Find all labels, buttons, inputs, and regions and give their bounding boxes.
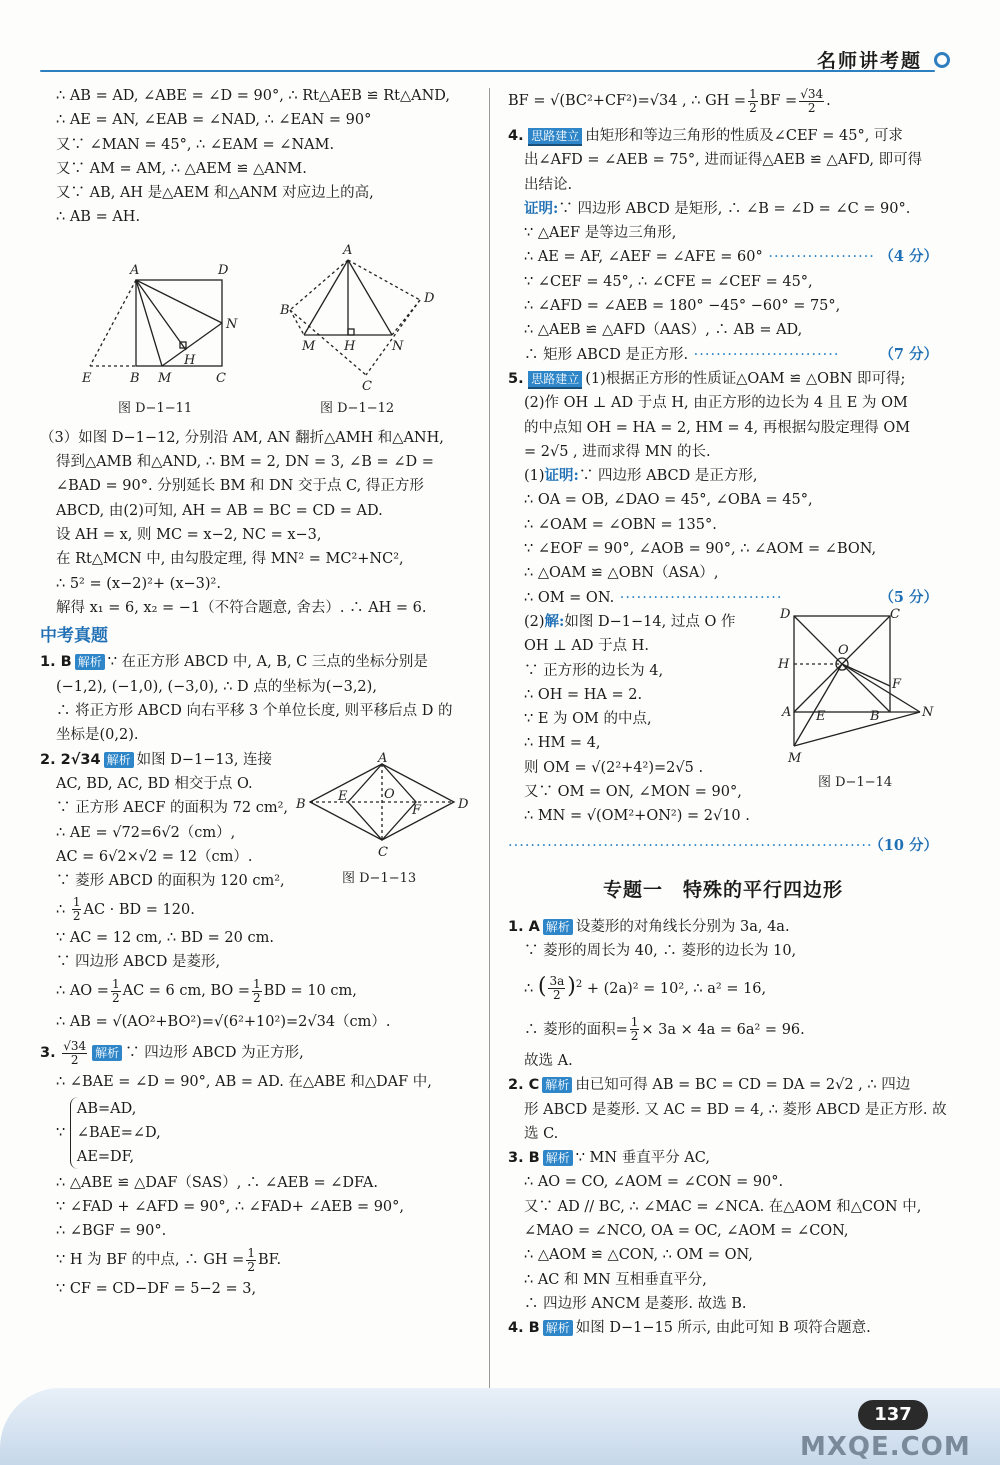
- fig-label: H: [184, 352, 196, 368]
- header-dot-icon: [934, 52, 950, 68]
- text-line: × 3a × 4a = 6a² = 96.: [641, 1021, 805, 1038]
- header-title: 名师讲考题: [816, 50, 922, 72]
- fraction-answer: $\frac{√34}{2}$: [63, 1038, 87, 1067]
- page-footer: [0, 1388, 1000, 1465]
- dot-leader: ·····························: [614, 589, 783, 606]
- fig-label: F: [412, 802, 422, 818]
- text-line: ∴ 矩形 ABCD 是正方形.: [524, 346, 689, 363]
- fraction-half: $\frac{1}{2}$: [247, 1245, 255, 1274]
- q2-block: [40, 748, 480, 894]
- text-line: ∴ △OAM ≌ △OBN（ASA）,: [524, 565, 719, 582]
- text-line: 设菱形的对角线长分别为 3a, 4a.: [575, 918, 790, 935]
- text-line: ∴ ∠OAM = ∠OBN = 135°.: [524, 516, 717, 533]
- fig-label: B: [870, 708, 880, 724]
- text-line: ∴ AB = AD, ∠ABE = ∠D = 90°, ∴ Rt△AEB ≌ Rt△AND,: [56, 88, 450, 104]
- text-line: （3）如图 D−1−12, 分别沿 AM, AN 翻折△AMH 和△ANH,: [40, 429, 444, 446]
- part-label: (1): [524, 468, 545, 485]
- text-line: (2)作 OH ⊥ AD 于点 H, 由正方形的边长为 4 且 E 为 OM: [524, 395, 908, 412]
- text-line: ∴ AB = √(AO²+BO²)=√(6²+10²)=2√34（cm）.: [56, 1014, 391, 1031]
- text-line: 坐标是(0,2).: [56, 727, 139, 744]
- fig-label: A: [378, 751, 388, 766]
- equation-system: AB=AD, ∠BAE=∠D, AE=DF,: [70, 1097, 161, 1169]
- text-line: BF.: [257, 1252, 282, 1269]
- therefore-symbol: ∴: [524, 980, 538, 997]
- fig-label: H: [778, 656, 790, 672]
- score-label: （4 分）: [879, 248, 938, 266]
- text-line: ∴ 5² = (x−2)²+ (x−3)².: [56, 575, 221, 592]
- figure-caption: 图 D−1−14: [818, 774, 893, 790]
- text-line: AC, BD, AC, BD 相交于点 O.: [56, 775, 253, 792]
- fig-label: C: [362, 378, 372, 394]
- text-line: ∴ HM = 4,: [524, 735, 601, 752]
- fig-label: C: [378, 844, 388, 860]
- fig-label: B: [296, 796, 306, 812]
- text-line: ∵ 四边形 ABCD 是菱形,: [56, 953, 221, 970]
- text-line: ∵ 菱形的周长为 40, ∴ 菱形的边长为 10,: [524, 942, 797, 959]
- right-column: BF = √(BC²+CF²)=√34 , ∴ GH = $\frac{1}{2}$ BF = $\frac{√34}{2}$ . 4. 思路建立 由矩形和等边三角形的性质及∠CEF = 45°, 可求 出∠AFD = ∠AEB = 75°, 进而证得△AEB ≌ △AFD, 即可得 出结论. 证明:∵ 四边形 ABCD 是矩形, ∴ ∠B = ∠D = ∠C = 90°. ∵ △AEF 是等边三角形, ∴ AE = AF, ∠AEF = ∠AFE = 60° ··················· （4 分） ∵ ∠CEF = 45°, ∴ ∠CFE = ∠CEF = 45°, ∴ ∠AFD = ∠AEB = 180° −45° −60° = 75°, ∴ △AEB ≌ △AFD（AAS）, ∴ AB = AD, ∴ 矩形 ABCD 是正方形. ·························· （7 分） 5. 思路建立 (1)根据正方形的性质证△OAM ≌ △OBN 即可得; (2)作 OH ⊥ AD 于点 H, 由正方形的边长为 4 且 E 为 OM 的中点知 OH = HA = 2, HM = 4, 再根据勾股定理得 OM = 2√5 , 进而求得 MN 的长. (1)证明:∵ 四边形 ABCD 是正方形, ∴ OA = OB, ∠DAO = 45°, ∠OBA = 45°, ∴ ∠OAM = ∠OBN = 135°. ∵ ∠EOF = 90°, ∠AOB = 90°, ∴ ∠AOM = ∠BON, ∴ △OAM ≌ △OBN（ASA）, ∴ OM = ON. ····························· （5 分） (2)解:如图 D−1−14, 过点 O 作 OH ⊥ AD 于点 H. ∵ 正方形的边长为 4, ∴ OH = HA = 2. ∵ E 为 OM 的中点, ∴ HM = 4, 则 OM = √(2²+4²)=2√5 . 又∵ OM = ON, ∠MON = 90°, ∴ MN = √(OM²+ON²) = 2√10 . D C H O F A E B N M 图 D−1−14 ································································· （10 分） 专题一 特殊的平行四边形 1. A 解析 设菱形的对角线长分别为 3a, 4a. ∵ 菱形的周长为 40, ∴ 菱形的边长为 10, ∴ ( $\frac{3a}{2}$ )$^2$ + (2a)² = 10², ∴ a² = 16, ∴ 菱形的面积= $\frac{1}{2}$ × 3a × 4a = 6a² = 96. 故选 A. 2. C 解析 由已知可得 AB = BC = CD = DA = 2√2 , ∴ 四边 形 ABCD 是菱形. 又 AC = BD = 4, ∴ 菱形 ABCD 是正方形. 故 选 C. 3. B 解析 ∵ MN 垂直平分 AC, ∴ AO = CO, ∠AOM = ∠CON = 90°. 又∵ AD // BC, ∴ ∠MAC = ∠NCA. 在△AOM 和△CON 中, ∠MAO = ∠NCO, OA = OC, ∠AOM = ∠CON, ∴ △AOM ≌ △CON, ∴ OM = ON, ∴ AC 和 MN 互相垂直平分, ∴ 四边形 ANCM 是菱形. 故选 B. 4. B 解析 如图 D−1−15 所示, 由此可知 B 项符合题意.: [508, 86, 947, 1337]
- fig-label: A: [130, 262, 140, 278]
- text-line: ∴ AC 和 MN 互相垂直平分,: [524, 1271, 707, 1288]
- fig-label: N: [922, 704, 934, 720]
- question-number: 5.: [508, 370, 524, 387]
- section-heading: 中考真题: [40, 626, 108, 647]
- fig-label: H: [344, 338, 356, 354]
- silu-badge: 思路建立: [528, 128, 582, 146]
- text-line: ∵ △AEF 是等边三角形,: [524, 225, 677, 242]
- fraction-half: $\frac{1}{2}$: [749, 86, 757, 115]
- text-line: ∴ MN = √(OM²+ON²) = 2√10 .: [524, 808, 750, 825]
- fraction-answer: $\frac{√34}{2}$: [800, 86, 824, 115]
- text-line: ∵ MN 垂直平分 AC,: [575, 1150, 710, 1167]
- text-line: 形 ABCD 是菱形. 又 AC = BD = 4, ∴ 菱形 ABCD 是正方形. 故: [524, 1101, 947, 1118]
- jiexi-badge: 解析: [542, 1077, 572, 1093]
- therefore-symbol: ∴: [56, 901, 70, 918]
- text-line: 又∵ AM = AM, ∴ △AEM ≌ △ANM.: [56, 160, 307, 177]
- text-line: ∴ OM = ON.: [524, 589, 615, 606]
- jiexi-badge: 解析: [543, 919, 573, 935]
- text-line: + (2a)² = 10², ∴ a² = 16,: [586, 980, 767, 997]
- text-line: ∴ AO = CO, ∠AOM = ∠CON = 90°.: [524, 1174, 784, 1191]
- fig-label: B: [130, 370, 140, 386]
- fig-label: D: [424, 290, 435, 306]
- fig-label: D: [780, 606, 791, 622]
- text-line: ∴ OH = HA = 2.: [524, 686, 643, 703]
- text-line: BF = √(BC²+CF²)=√34 , ∴ GH =: [508, 93, 747, 109]
- fig-label: B: [280, 302, 290, 318]
- fig-label: E: [82, 370, 92, 386]
- text-line: = 2√5 , 进而求得 MN 的长.: [524, 443, 711, 460]
- left-column: [40, 84, 480, 1302]
- text-line: 解得 x₁ = 6, x₂ = −1（不符合题意, 舍去）. ∴ AH = 6.: [56, 599, 427, 616]
- fig-label: F: [892, 676, 902, 692]
- text-line: 由矩形和等边三角形的性质及∠CEF = 45°, 可求: [585, 128, 903, 144]
- figure-d-1-14: [770, 606, 940, 796]
- text-line: ABCD, 由(2)可知, AH = AB = BC = CD = AD.: [56, 502, 383, 519]
- question-number: 2. 2√34: [40, 751, 101, 768]
- text-line: ∴ 四边形 ANCM 是菱形. 故选 B.: [524, 1295, 747, 1312]
- figures-11-12: [40, 230, 480, 426]
- fraction-half: $\frac{1}{2}$: [630, 1015, 639, 1044]
- fig-label: D: [218, 262, 229, 278]
- fig-label: O: [384, 786, 395, 802]
- text-line: ∴ △ABE ≌ △DAF（SAS）, ∴ ∠AEB = ∠DFA.: [56, 1174, 378, 1191]
- text-line: ∵ ∠FAD + ∠AFD = 90°, ∴ ∠FAD+ ∠AEB = 90°,: [56, 1198, 405, 1215]
- text-line: ∵ H 为 BF 的中点, ∴ GH =: [56, 1252, 245, 1269]
- text-line: ∴ AB = AH.: [56, 209, 141, 226]
- fig-label: C: [216, 370, 226, 386]
- part-label: (2): [524, 613, 545, 630]
- text-line: ∵ 正方形的边长为 4,: [524, 662, 664, 679]
- text-line: 则 OM = √(2²+4²)=2√5 .: [524, 759, 704, 776]
- text-line: ∴ AE = √72=6√2（cm）,: [56, 824, 236, 841]
- text-line: AC = 6√2×√2 = 12（cm）.: [56, 848, 253, 865]
- text-line: 设 AH = x, 则 MC = x−2, NC = x−3,: [56, 526, 322, 543]
- fig-label: N: [392, 338, 404, 354]
- text-line: 在 Rt△MCN 中, 由勾股定理, 得 MN² = MC²+NC²,: [56, 551, 404, 568]
- text-line: 如图 D−1−15 所示, 由此可知 B 项符合题意.: [575, 1320, 871, 1337]
- fig-label: M: [158, 370, 172, 386]
- text-line: 又∵ AB, AH 是△AEM 和△ANM 对应边上的高,: [56, 185, 374, 202]
- fig-label: A: [782, 704, 792, 720]
- fig-label: M: [788, 750, 802, 766]
- text-line: 故选 A.: [524, 1052, 573, 1069]
- fraction-3a-2: $\frac{3a}{2}$: [549, 974, 565, 1003]
- question-number: 4.: [508, 128, 524, 144]
- text-line: ∴ ∠BAE = ∠D = 90°, AB = AD. 在△ABE 和△DAF 中,: [56, 1074, 432, 1091]
- figure-d-1-13: [294, 752, 474, 892]
- text-line: ∴ 菱形的面积=: [524, 1021, 628, 1038]
- text-line: 如图 D−1−14, 过点 O 作: [564, 613, 736, 630]
- text-line: ∵ 在正方形 ABCD 中, A, B, C 三点的坐标分别是: [107, 654, 428, 671]
- fig-label: A: [343, 242, 353, 258]
- solution-label: 解:: [544, 612, 565, 630]
- watermark: MXQE.COM: [800, 1432, 971, 1462]
- column-divider: [489, 88, 490, 1388]
- text-line: ∵ ∠CEF = 45°, ∴ ∠CFE = ∠CEF = 45°,: [524, 273, 813, 290]
- text-line: (−1,2), (−1,0), (−3,0), ∴ D 点的坐标为(−3,2),: [56, 678, 377, 695]
- topic-heading: 专题一 特殊的平行四边形: [602, 879, 843, 902]
- part2-block: [508, 606, 938, 832]
- text-line: ∴ AE = AN, ∠EAB = ∠NAD, ∴ ∠EAN = 90°: [56, 112, 372, 129]
- text-line: ∴ 将正方形 ABCD 向右平移 3 个单位长度, 则平移后点 D 的: [56, 703, 453, 720]
- jiexi-badge: 解析: [75, 654, 105, 670]
- text-line: ∵ 四边形 ABCD 为正方形,: [125, 1045, 304, 1062]
- question-number: 2. C: [508, 1077, 540, 1094]
- text-line: 得到△AMB 和△AND, ∴ BM = 2, DN = 3, ∠B = ∠D =: [56, 454, 434, 471]
- text-line: 如图 D−1−13, 连接: [136, 751, 273, 768]
- text-line: ∵ ∠EOF = 90°, ∠AOB = 90°, ∴ ∠AOM = ∠BON,: [524, 541, 877, 558]
- fig-label: C: [890, 606, 900, 622]
- text-line: 选 C.: [524, 1125, 559, 1142]
- text-line: (1)根据正方形的性质证△OAM ≌ △OBN 即可得;: [585, 370, 906, 387]
- question-number: 4. B: [508, 1320, 540, 1337]
- score-label: （7 分）: [879, 345, 938, 363]
- text-line: 又∵ AD // BC, ∴ ∠MAC = ∠NCA. 在△AOM 和△CON 中,: [524, 1198, 922, 1215]
- text-line: BF =: [759, 93, 798, 109]
- text-line: ∴ AE = AF, ∠AEF = ∠AFE = 60°: [524, 249, 763, 266]
- text-line: ∵ 四边形 ABCD 是矩形, ∴ ∠B = ∠D = ∠C = 90°.: [558, 200, 911, 217]
- text-line: ∴ △AEB ≌ △AFD（AAS）, ∴ AB = AD,: [524, 322, 803, 339]
- text-line: ∴ OA = OB, ∠DAO = 45°, ∠OBA = 45°,: [524, 492, 813, 509]
- fig-label: N: [226, 316, 238, 332]
- jiexi-badge: 解析: [104, 752, 134, 768]
- text-line: ∵ 菱形 ABCD 的面积为 120 cm²,: [56, 873, 285, 890]
- text-line: 出结论.: [524, 176, 573, 193]
- dot-leader: ·································································: [508, 837, 873, 854]
- text-line: OH ⊥ AD 于点 H.: [524, 638, 649, 655]
- text-line: ∴ AO =: [56, 983, 109, 1000]
- proof-label: 证明:: [524, 199, 559, 217]
- jiexi-badge: 解析: [543, 1150, 573, 1166]
- figure-caption: 图 D−1−11: [118, 400, 193, 416]
- question-number: 1. A: [508, 918, 540, 935]
- fig-label: O: [838, 642, 849, 658]
- text-line: 的中点知 OH = HA = 2, HM = 4, 再根据勾股定理得 OM: [524, 419, 911, 436]
- score-label: （5 分）: [879, 588, 938, 606]
- question-number: 3.: [40, 1045, 56, 1062]
- fig-label: D: [458, 796, 469, 812]
- figure-d-1-11-12: [40, 230, 480, 426]
- proof-label: 证明:: [544, 467, 579, 485]
- dot-leader: ···················: [762, 249, 875, 266]
- figure-caption: 图 D−1−12: [320, 400, 395, 416]
- text-line: ∵ 正方形 AECF 的面积为 72 cm²,: [56, 800, 288, 817]
- header-rule: [40, 70, 935, 72]
- fig-label: M: [302, 338, 316, 354]
- because-symbol: ∵: [56, 1124, 70, 1141]
- text-line: 又∵ ∠MAN = 45°, ∴ ∠EAM = ∠NAM.: [56, 136, 335, 153]
- figure-caption: 图 D−1−13: [342, 870, 417, 886]
- fraction-half: $\frac{1}{2}$: [253, 976, 261, 1005]
- jiexi-badge: 解析: [543, 1320, 573, 1336]
- text-line: 又∵ OM = ON, ∠MON = 90°,: [524, 784, 742, 801]
- fraction-half: $\frac{1}{2}$: [111, 976, 120, 1005]
- text-line: ∴ △AOM ≌ △CON, ∴ OM = ON,: [524, 1247, 753, 1264]
- fraction-half: $\frac{1}{2}$: [72, 895, 81, 924]
- score-label: （10 分）: [869, 836, 938, 854]
- page-number: 137: [858, 1400, 928, 1430]
- text-line: ∴ ∠AFD = ∠AEB = 180° −45° −60° = 75°,: [524, 298, 841, 315]
- fig-label: E: [338, 788, 348, 804]
- text-line: AC = 6 cm, BO =: [122, 983, 251, 1000]
- text-line: BD = 10 cm,: [263, 983, 357, 1000]
- text-line: ∠MAO = ∠NCO, OA = OC, ∠AOM = ∠CON,: [524, 1223, 849, 1240]
- dot-leader: ··························: [688, 346, 840, 363]
- question-number: 1. B: [40, 654, 72, 671]
- fig-label: E: [816, 708, 826, 724]
- text-line: ∵ CF = CD−DF = 5−2 = 3,: [56, 1281, 257, 1298]
- text-line: AC · BD = 120.: [83, 901, 195, 918]
- text-line: 由已知可得 AB = BC = CD = DA = 2√2 , ∴ 四边: [575, 1077, 911, 1094]
- text-line: ∴ ∠BGF = 90°.: [56, 1223, 167, 1240]
- silu-badge: 思路建立: [528, 371, 582, 389]
- text-line: 出∠AFD = ∠AEB = 75°, 进而证得△AEB ≌ △AFD, 即可得: [524, 152, 923, 169]
- jiexi-badge: 解析: [92, 1045, 122, 1061]
- page-header: [0, 0, 1000, 82]
- text-line: ∠BAD = 90°. 分别延长 BM 和 DN 交于点 C, 得正方形: [56, 478, 424, 495]
- question-number: 3. B: [508, 1150, 540, 1167]
- text-line: ∵ E 为 OM 的中点,: [524, 711, 652, 728]
- text-line: ∵ AC = 12 cm, ∴ BD = 20 cm.: [56, 929, 274, 946]
- text-line: ∵ 四边形 ABCD 是正方形,: [578, 468, 758, 485]
